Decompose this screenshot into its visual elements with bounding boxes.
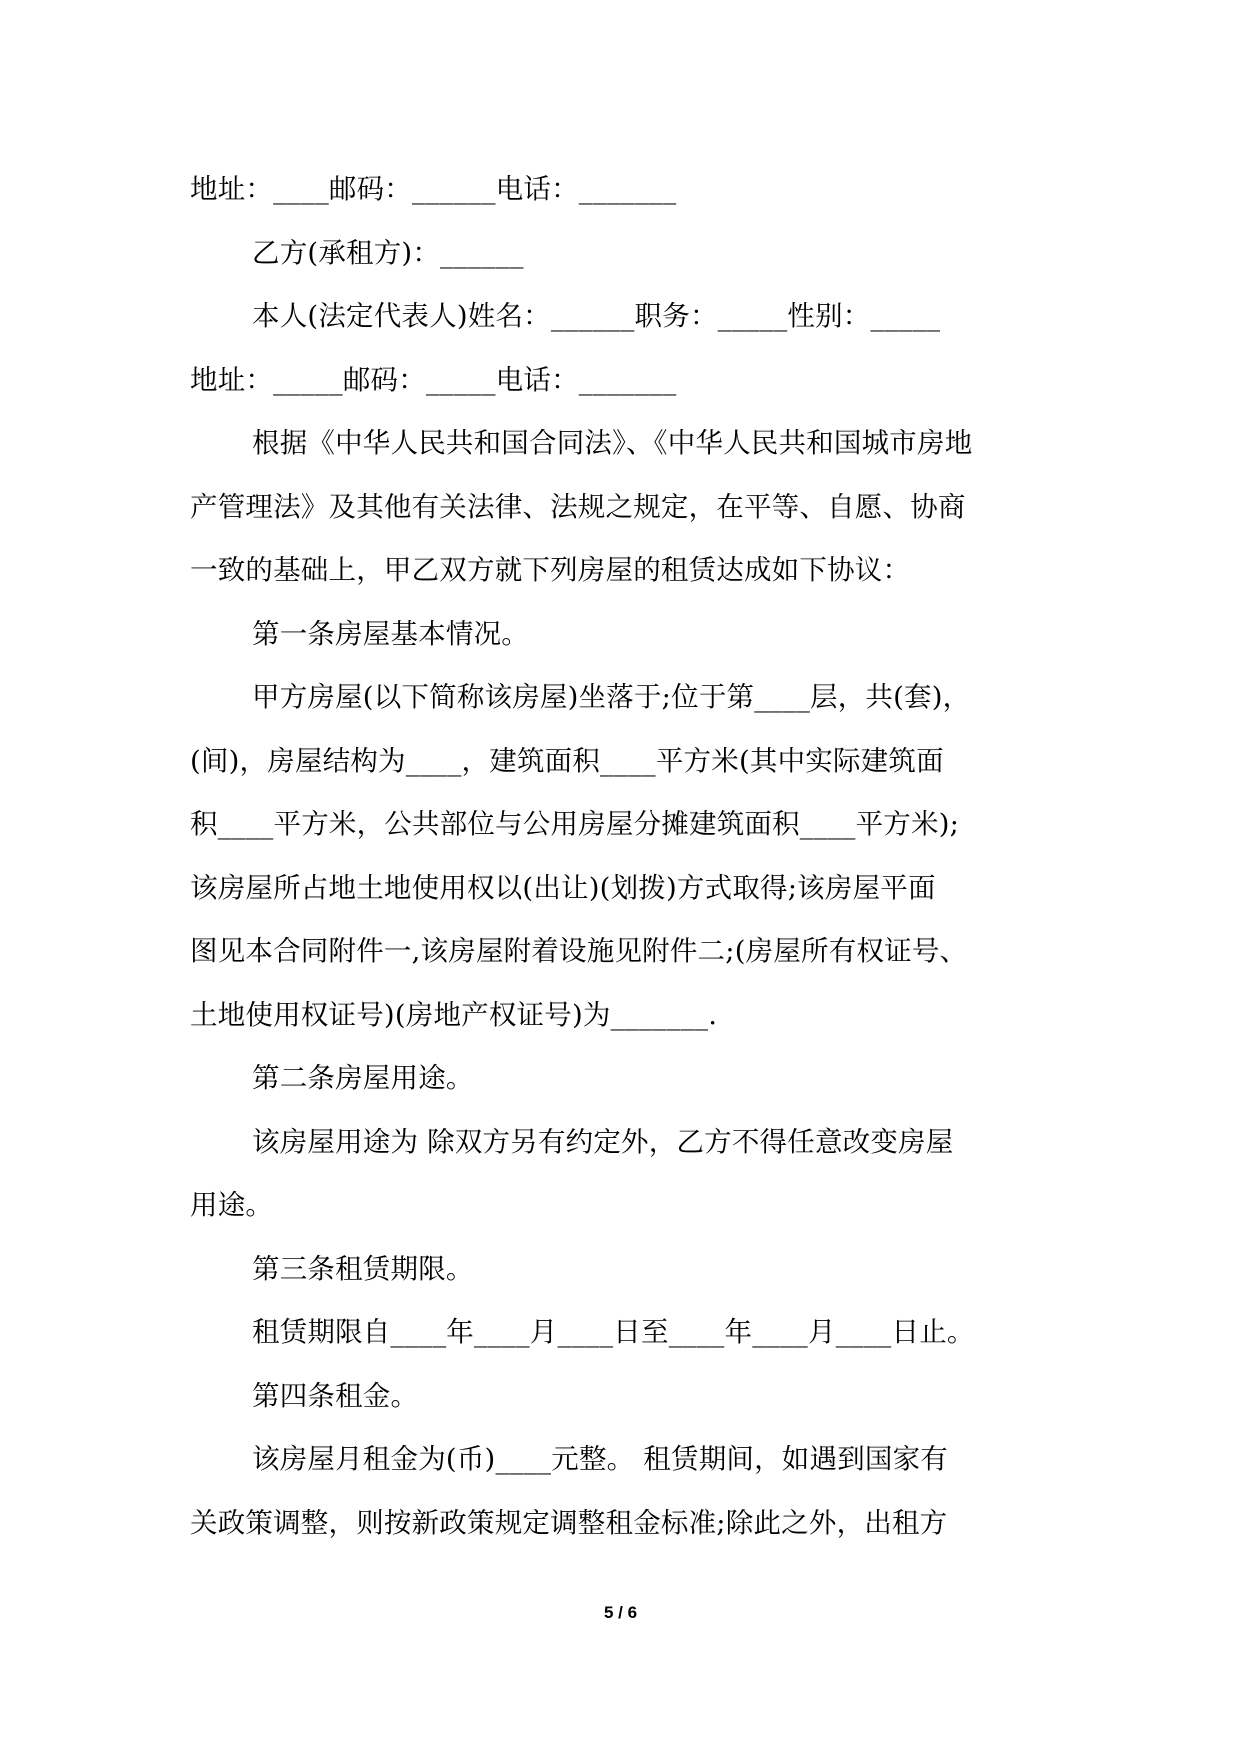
text-line: 根据《中华人民共和国合同法》、《中华人民共和国城市房地 [252,427,973,459]
document-body [190,158,1060,1555]
text-line: 地址：_____邮码：_____电话：_______ [190,363,677,396]
text-line: 该房屋用途为 除双方另有约定外，乙方不得任意改变房屋 [252,1125,954,1158]
text-line: 该房屋所占地土地使用权以(出让)(划拨)方式取得;该房屋平面 [190,871,936,904]
text-line: 乙方(承租方)：______ [252,236,524,269]
text-line: 第三条租赁期限。 [252,1252,474,1285]
page-number: 5 / 6 [603,1603,638,1622]
text-line: 租赁期限自____年____月____日至____年____月____日止。 [252,1316,975,1348]
text-line: (间)，房屋结构为____，建筑面积____平方米(其中实际建筑面 [190,744,944,777]
text-line: 关政策调整，则按新政策规定调整租金标准;除此之外，出租方 [190,1506,948,1539]
text-line: 甲方房屋(以下简称该房屋)坐落于;位于第____层，共(套)， [252,681,971,713]
text-line: 第一条房屋基本情况。 [252,617,529,650]
text-line: 第二条房屋用途。 [252,1062,474,1094]
text-line: 产管理法》及其他有关法律、法规之规定，在平等、自愿、协商 [190,490,966,523]
text-line: 积____平方米，公共部位与公用房屋分摊建筑面积____平方米); [190,808,960,840]
text-line: 一致的基础上，甲乙双方就下列房屋的租赁达成如下协议： [190,554,911,586]
text-line: 图见本合同附件一,该房屋附着设施见附件二;(房屋所有权证号、 [190,935,968,967]
text-line: 土地使用权证号)(房地产权证号)为_______. [190,998,718,1031]
text-line: 用途。 [190,1189,274,1221]
text-line: 该房屋月租金为(币)____元整。 租赁期间，如遇到国家有 [252,1443,948,1475]
text-line: 地址：____邮码：______电话：_______ [190,173,677,205]
text-line: 第四条租金。 [252,1379,419,1412]
text-line: 本人(法定代表人)姓名：______职务：_____性别：_____ [252,300,941,332]
